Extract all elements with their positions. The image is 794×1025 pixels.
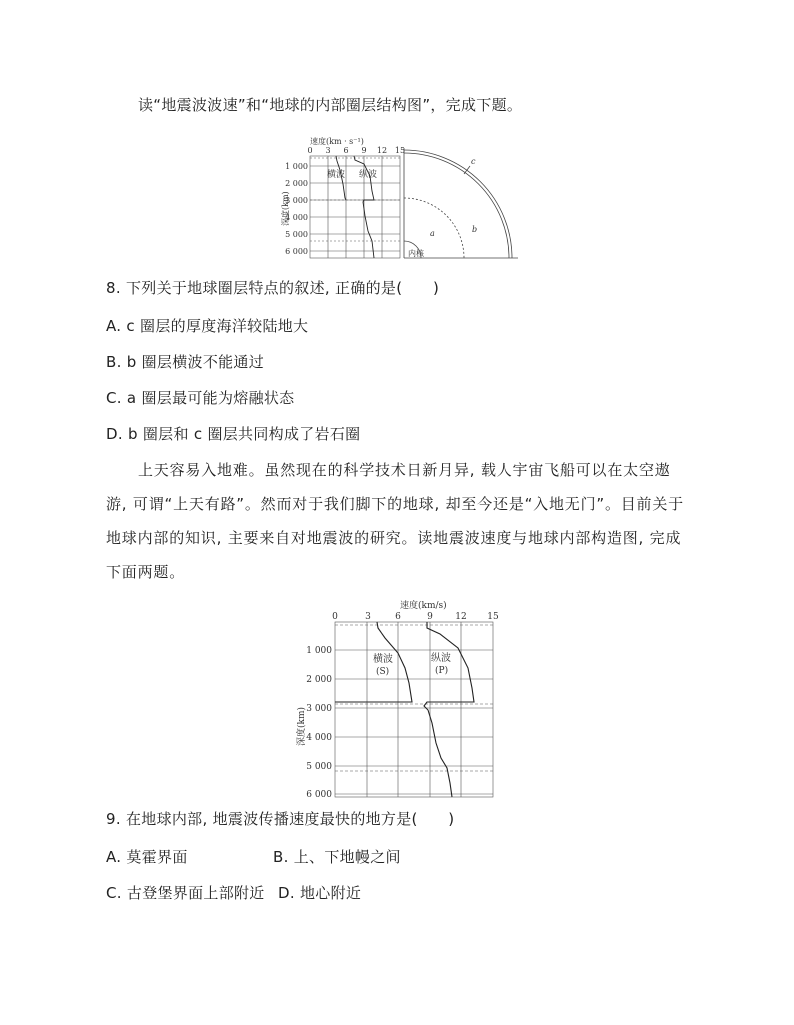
question-9-option-d: D. 地心附近	[278, 884, 362, 902]
fig1-depth-tick: 1 000	[285, 162, 308, 171]
fig2-discontinuities	[335, 625, 493, 771]
fig1-speed-ticks	[307, 146, 405, 155]
fig1-depth-tick: 6 000	[285, 247, 308, 256]
fig2-speed-tick: 0	[332, 612, 338, 622]
fig1-s-wave-label: 横波	[327, 170, 346, 180]
fig1-speed-tick: 15	[394, 146, 406, 155]
fig2-speed-ticks	[332, 612, 499, 622]
question-9-stem: 9. 在地球内部, 地震波传播速度最快的地方是( )	[106, 810, 455, 828]
fig2-speed-tick: 9	[427, 612, 433, 622]
fig2-depth-tick: 2 000	[306, 675, 332, 685]
question-9-option-b: B. 上、下地幔之间	[273, 848, 401, 866]
fig1-depth-tick: 4 000	[285, 213, 308, 222]
question-9-option-a: A. 莫霍界面	[106, 848, 188, 866]
fig2-speed-tick: 12	[455, 612, 467, 622]
fig1-discontinuities	[310, 158, 400, 241]
fig2-depth-ticks	[306, 646, 332, 798]
fig2-p-wave-label: 纵波	[431, 653, 451, 664]
fig2-speed-label: 速度(km/s)	[400, 601, 447, 611]
fig2-speed-tick: 3	[365, 612, 371, 622]
fig1-depth-label: 深度(km)	[281, 191, 290, 226]
fig1-depth-tick: 5 000	[285, 230, 308, 239]
fig1-speed-label: 速度(km · s⁻¹)	[310, 137, 364, 146]
fig2-s-wave-label: 横波	[373, 654, 393, 665]
fig1-layer-a-label: a	[430, 229, 435, 238]
question-8-option-c: C. a 圈层最可能为熔融状态	[106, 389, 295, 407]
fig1-p-wave-label: 纵波	[359, 170, 378, 180]
question-8-option-a: A. c 圈层的厚度海洋较陆地大	[106, 317, 309, 335]
fig2-s-wave-code: (S)	[376, 667, 390, 677]
fig2-depth-tick: 5 000	[306, 762, 332, 772]
fig2-p-wave-code: (P)	[435, 666, 449, 676]
fig1-speed-tick: 6	[343, 146, 349, 155]
fig1-depth-tick: 2 000	[285, 179, 308, 188]
question-8-stem: 8. 下列关于地球圈层特点的叙述, 正确的是( )	[106, 279, 440, 297]
fig1-depth-tick: 3 000	[285, 196, 308, 205]
fig2-depth-label: 深度(km)	[297, 706, 307, 746]
fig1-layer-b-label: b	[472, 225, 478, 234]
fig2-depth-tick: 1 000	[306, 646, 332, 656]
fig1-layer-c-label: c	[471, 157, 476, 166]
fig2-grid	[335, 622, 493, 797]
fig2-depth-tick: 3 000	[306, 704, 332, 714]
question-8-option-d: D. b 圈层和 c 圈层共同构成了岩石圈	[106, 425, 361, 443]
fig2-speed-tick: 6	[395, 612, 401, 622]
fig1-grid	[310, 156, 400, 258]
fig1-inner-core-label: 内核	[408, 249, 424, 258]
question-9-option-c: C. 古登堡界面上部附近	[106, 884, 265, 902]
fig2-depth-tick: 4 000	[306, 733, 332, 743]
fig2-speed-tick: 15	[487, 612, 499, 622]
fig1-speed-tick: 12	[376, 146, 388, 155]
intro-text-1: 读“地震波波速”和“地球的内部圈层结构图”，完成下题。	[138, 96, 523, 114]
fig1-speed-tick: 3	[325, 146, 331, 155]
fig1-speed-tick: 0	[307, 146, 313, 155]
intro-text-2: 上天容易入地难。虽然现在的科学技术日新月异, 载人宇宙飞船可以在太空遨游, 可谓“上天有路”。然而对于我们脚下的地球, 却至今还是“入地无门”。目前关于地球内部的知识, 主要来自对地震波的研究。读地震波速度与地球内部构造图, 完成下面两题。	[106, 461, 684, 581]
figure-wave-speed-and-layers	[280, 136, 520, 261]
figure-wave-speed-depth	[290, 598, 510, 798]
fig1-speed-tick: 9	[361, 146, 367, 155]
fig2-depth-tick: 6 000	[306, 790, 332, 798]
fig1-layer-diagram	[404, 148, 518, 258]
question-8-option-b: B. b 圈层横波不能通过	[106, 353, 265, 371]
